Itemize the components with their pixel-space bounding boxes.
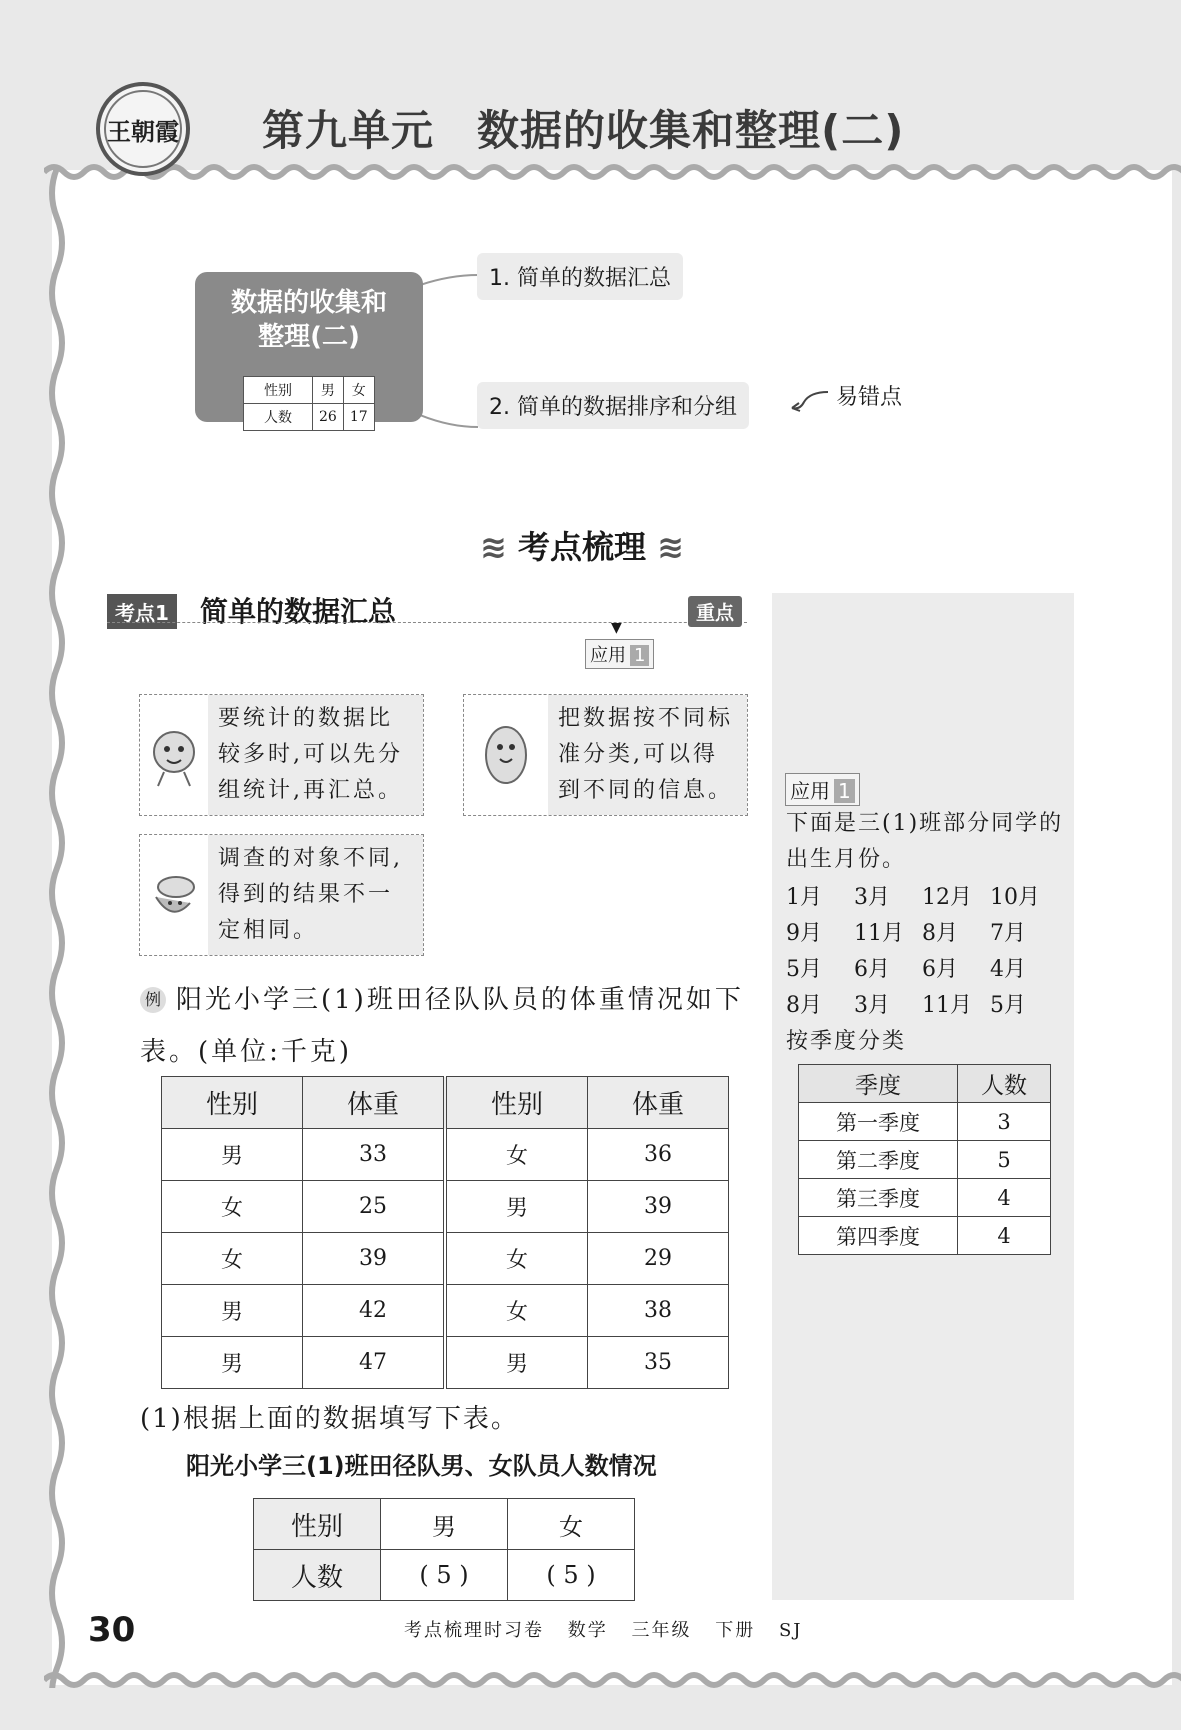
- list-item: 5月 6月 6月 4月: [786, 957, 1026, 982]
- tip-box-1: [139, 694, 424, 816]
- table-row: 人数 ( 5 ) ( 5 ): [254, 1550, 635, 1601]
- point-tag: 考点1: [107, 594, 177, 629]
- list-item: 1月 3月 12月 10月: [786, 885, 1040, 910]
- question-1: (1)根据上面的数据填写下表。: [140, 1404, 519, 1434]
- logo-text: 王朝霞: [104, 90, 182, 168]
- table-row: 男 42 女 38: [162, 1285, 729, 1337]
- season-table: [798, 1064, 1051, 1255]
- months-list: [786, 880, 1058, 1024]
- answer-female[interactable]: ( 5 ): [508, 1550, 635, 1601]
- table-row: 男 47 男 35: [162, 1337, 729, 1389]
- table-row: 第三季度 4: [799, 1179, 1051, 1217]
- answer-male[interactable]: ( 5 ): [381, 1550, 508, 1601]
- cartoon-icon: [464, 695, 548, 815]
- page-title: 第九单元 数据的收集和整理(二): [262, 106, 905, 155]
- classify-label: 按季度分类: [786, 1029, 907, 1054]
- tip-text-2: 把数据按不同标准分类,可以得到不同的信息。: [548, 695, 747, 815]
- table-row: 性别 男 女: [254, 1499, 635, 1550]
- point-title: 简单的数据汇总: [200, 595, 397, 628]
- list-item: 9月 11月 8月 7月: [786, 921, 1026, 946]
- tip-box-3: [139, 834, 424, 956]
- example-statement: 例 阳光小学三(1)班田径队队员的体重情况如下表。(单位:千克): [140, 985, 744, 1067]
- mindmap-mini-table: 性别 男 女 人数 26 17: [243, 376, 375, 431]
- tip-text-3: 调查的对象不同,得到的结果不一定相同。: [208, 835, 423, 955]
- mindmap-branch-1: 1. 简单的数据汇总: [477, 253, 683, 300]
- mindmap-connectors: [420, 265, 480, 435]
- table-row: 男 33 女 36: [162, 1129, 729, 1181]
- tip-box-2: [463, 694, 748, 816]
- down-triangle-icon: ▼: [611, 620, 622, 636]
- table-header-row: 性别 体重 性别 体重: [162, 1077, 729, 1129]
- mindmap-branch-2: 2. 简单的数据排序和分组: [477, 382, 749, 429]
- mindmap-center-title: 数据的收集和 整理(二): [230, 288, 387, 352]
- key-badge: 重点: [688, 596, 742, 627]
- table-row: 第四季度 4: [799, 1217, 1051, 1255]
- weight-table: [161, 1076, 729, 1389]
- arrow-icon: [790, 388, 830, 414]
- table-row: 第二季度 5: [799, 1141, 1051, 1179]
- footer-info: 考点梳理时习卷 数学 三年级 下册 SJ: [404, 1620, 803, 1641]
- section-heading: ≋ 考点梳理 ≋: [480, 528, 684, 566]
- point-divider: [107, 622, 747, 623]
- example-label: 例: [140, 987, 166, 1013]
- wave-deco-icon: ≋: [657, 528, 684, 566]
- error-prone-note: 易错点: [836, 385, 903, 410]
- cartoon-icon: [140, 835, 208, 955]
- table-row: 女 25 男 39: [162, 1181, 729, 1233]
- table-row: 第一季度 3: [799, 1103, 1051, 1141]
- cartoon-icon: [140, 695, 208, 815]
- count-table-caption: 阳光小学三(1)班田径队男、女队员人数情况: [186, 1452, 657, 1480]
- table-header-row: 季度 人数: [799, 1065, 1051, 1103]
- page-number: 30: [88, 1610, 136, 1650]
- list-item: 8月 3月 11月 5月: [786, 993, 1026, 1018]
- apply-tag: 应用 1: [585, 639, 654, 669]
- side-intro: 下面是三(1)班部分同学的出生月份。: [786, 811, 1064, 872]
- side-apply-tag: 应用 1: [785, 773, 860, 806]
- wave-border-bottom: [44, 1668, 1181, 1692]
- wave-border-top: [44, 160, 1181, 184]
- wave-border-left: [44, 168, 70, 1688]
- wave-deco-icon: ≋: [480, 528, 507, 566]
- count-table: [253, 1498, 635, 1601]
- table-row: 女 39 女 29: [162, 1233, 729, 1285]
- tip-text-1: 要统计的数据比较多时,可以先分组统计,再汇总。: [208, 695, 423, 815]
- mindmap-center: [195, 272, 423, 426]
- publisher-logo: [96, 82, 190, 176]
